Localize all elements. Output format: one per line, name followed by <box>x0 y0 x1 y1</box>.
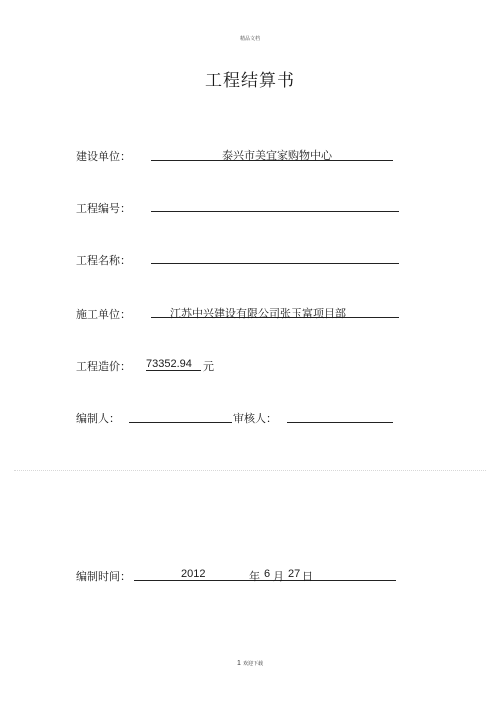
cost-underline <box>146 370 201 371</box>
builder-label: 建设单位： <box>76 150 131 163</box>
project-no-label: 工程编号： <box>76 202 131 215</box>
page-footer <box>0 660 500 667</box>
builder-value: 泰兴市美宜家购物中心 <box>222 149 332 162</box>
reviewer-underline <box>287 422 393 423</box>
date-day: 27 <box>288 568 301 580</box>
project-no-underline <box>151 211 399 212</box>
page-divider <box>14 470 486 471</box>
reviewer-label: 审核人： <box>233 412 277 425</box>
date-year: 2012 <box>181 568 206 580</box>
contractor-label: 施工单位： <box>76 308 131 321</box>
page-title: 工程结算书 <box>205 71 295 91</box>
page-number: 1 <box>237 660 241 667</box>
date-month-unit: 月 <box>273 570 284 583</box>
date-month: 6 <box>264 568 271 580</box>
project-name-underline <box>151 263 399 264</box>
compiler-label: 编制人： <box>76 412 120 425</box>
cost-value: 73352.94 <box>146 358 192 370</box>
date-day-unit: 日 <box>302 570 313 583</box>
date-underline <box>134 580 396 581</box>
compiler-underline <box>129 422 232 423</box>
date-year-unit: 年 <box>249 570 260 583</box>
header-tag: 精品文档 <box>239 36 260 42</box>
contractor-value: 江苏中兴建设有限公司张玉富项目部 <box>170 307 346 320</box>
project-name-label: 工程名称： <box>76 254 131 267</box>
footer-text: 欢迎下载 <box>242 661 263 667</box>
cost-unit: 元 <box>203 360 214 373</box>
cost-label: 工程造价： <box>76 360 131 373</box>
date-label: 编制时间： <box>76 570 131 583</box>
